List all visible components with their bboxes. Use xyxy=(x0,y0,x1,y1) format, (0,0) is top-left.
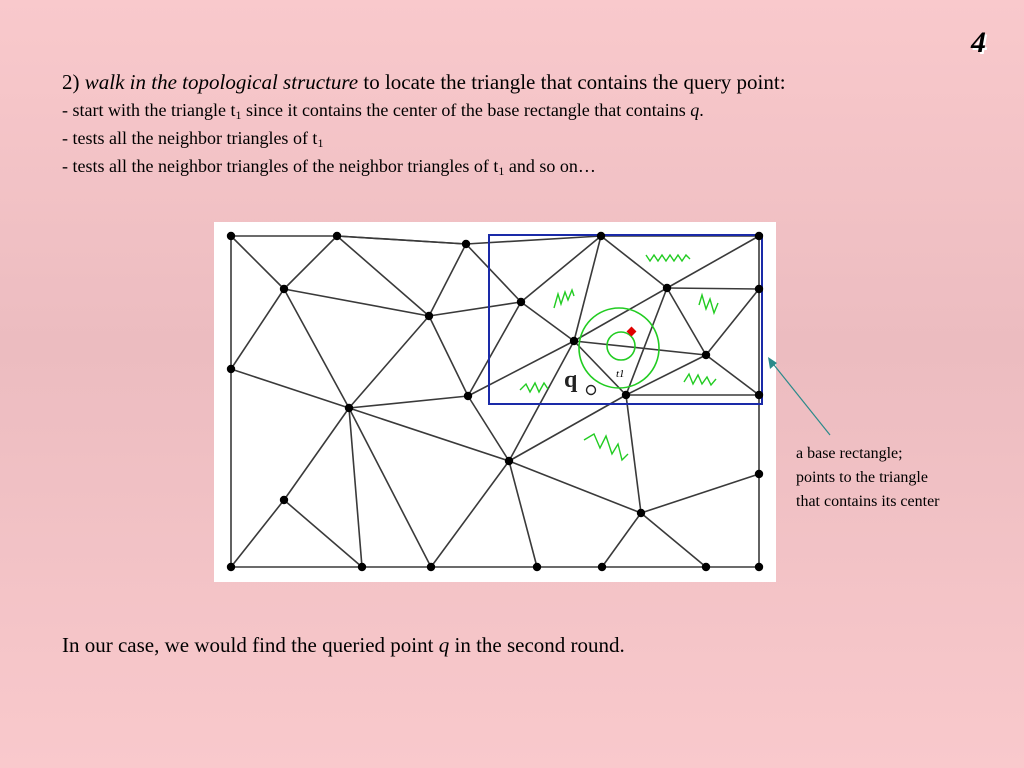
mesh-edge xyxy=(231,289,284,369)
mesh-vertex xyxy=(637,509,645,517)
mesh-vertex xyxy=(598,563,606,571)
mesh-vertex xyxy=(333,232,341,240)
mesh-vertex xyxy=(280,496,288,504)
mesh-edge xyxy=(706,289,759,355)
bullet-1 xyxy=(62,96,1002,124)
mesh-vertex xyxy=(663,284,671,292)
mesh-edge xyxy=(431,461,509,567)
mesh-vertex xyxy=(464,392,472,400)
base-rectangle-center-marker xyxy=(627,327,637,337)
bullet-1-text: - start with the triangle t xyxy=(62,100,236,120)
conclusion-before: In our case, we would find the queried point xyxy=(62,633,439,657)
triangulation-figure xyxy=(214,222,776,582)
mesh-vertex xyxy=(358,563,366,571)
mesh-edge xyxy=(349,408,362,567)
mesh-edge xyxy=(509,461,537,567)
green-squiggle xyxy=(554,290,574,308)
mesh-edge xyxy=(626,288,667,395)
mesh-edge xyxy=(667,288,706,355)
mesh-edge xyxy=(429,244,466,316)
mesh-edge xyxy=(337,236,466,244)
mesh-edge xyxy=(574,288,667,341)
bullet-1-query: q xyxy=(690,100,700,120)
mesh-edge xyxy=(429,316,468,396)
triangle-t1-label: t1 xyxy=(616,368,625,380)
mesh-vertex xyxy=(227,365,235,373)
mesh-edge xyxy=(284,500,362,567)
bullet-2 xyxy=(62,124,1002,152)
mesh-vertex xyxy=(505,457,513,465)
intro-emphasis: walk in the topological structure xyxy=(84,70,359,94)
mesh-vertex xyxy=(622,391,630,399)
mesh-vertex xyxy=(702,563,710,571)
mesh-edge xyxy=(626,395,641,513)
bullet-3-end: and so on… xyxy=(504,156,596,176)
mesh-edge xyxy=(601,236,667,288)
mesh-edge xyxy=(349,396,468,408)
base-rectangle-callout xyxy=(796,442,996,514)
green-squiggle xyxy=(584,434,628,460)
bullet-1-end: . xyxy=(699,100,704,120)
mesh-vertex xyxy=(427,563,435,571)
mesh-edge xyxy=(667,236,759,288)
green-squiggle xyxy=(684,374,716,385)
mesh-edge xyxy=(466,244,521,302)
base-rectangle xyxy=(489,235,762,404)
green-annotation-squiggles xyxy=(520,255,718,460)
mesh-vertex xyxy=(517,298,525,306)
mesh-edge xyxy=(626,355,706,395)
conclusion-text xyxy=(62,631,625,659)
body-text xyxy=(62,68,1002,180)
bullet-2-text: - tests all the neighbor triangles of t xyxy=(62,128,318,148)
conclusion-after: in the second round. xyxy=(449,633,625,657)
mesh-vertex xyxy=(570,337,578,345)
callout-arrow xyxy=(760,350,840,440)
mesh-edge xyxy=(231,500,284,567)
mesh-edge xyxy=(509,461,641,513)
mesh-vertex xyxy=(702,351,710,359)
mesh-edge xyxy=(602,513,641,567)
mesh-vertex xyxy=(533,563,541,571)
mesh-vertex xyxy=(227,232,235,240)
mesh-vertex xyxy=(755,563,763,571)
mesh-edge xyxy=(466,236,601,244)
bullet-3-subscript: 1 xyxy=(498,164,505,178)
query-point-label: q xyxy=(564,367,578,393)
bullet-1-middle: since it contains the center of the base rectangle that contains xyxy=(241,100,691,120)
query-point-marker xyxy=(587,386,596,395)
mesh-edge xyxy=(641,513,706,567)
mesh-edge xyxy=(468,396,509,461)
mesh-vertex xyxy=(425,312,433,320)
mesh-vertex xyxy=(755,232,763,240)
callout-line-3: that contains its center xyxy=(796,493,940,510)
slide-number: 4 xyxy=(971,26,986,59)
mesh-edge xyxy=(706,355,759,395)
green-squiggle xyxy=(699,295,718,313)
mesh-edge xyxy=(429,302,521,316)
mesh-edge xyxy=(521,302,574,341)
bullet-1-subscript: 1 xyxy=(235,108,242,122)
mesh-edge xyxy=(284,236,337,289)
mesh-vertex xyxy=(597,232,605,240)
mesh-edge xyxy=(521,236,601,302)
bullet-3-text: - tests all the neighbor triangles of the neighbor triangles of t xyxy=(62,156,499,176)
callout-line-1: a base rectangle; xyxy=(796,445,903,462)
intro-suffix: to locate the triangle that contains the query point: xyxy=(358,70,786,94)
mesh-edge xyxy=(284,408,349,500)
mesh-edge xyxy=(231,236,284,289)
triangulation-diagram xyxy=(214,222,776,582)
mesh-edge xyxy=(667,288,759,289)
conclusion-query: q xyxy=(438,633,450,657)
bullet-2-subscript: 1 xyxy=(317,136,324,150)
mesh-edge xyxy=(337,236,429,316)
mesh-edge xyxy=(574,236,601,341)
mesh-edge xyxy=(349,316,429,408)
mesh-edges xyxy=(231,236,759,567)
intro-line xyxy=(62,68,1002,96)
callout-line-2: points to the triangle xyxy=(796,469,928,486)
mesh-vertex xyxy=(755,285,763,293)
green-squiggle xyxy=(520,383,548,392)
mesh-vertex xyxy=(755,470,763,478)
intro-prefix: 2) xyxy=(62,70,85,94)
green-squiggle xyxy=(646,255,690,261)
mesh-vertex xyxy=(227,563,235,571)
mesh-vertex xyxy=(462,240,470,248)
mesh-vertex xyxy=(345,404,353,412)
mesh-vertex xyxy=(280,285,288,293)
bullet-3 xyxy=(62,152,1002,180)
mesh-edge xyxy=(574,341,706,355)
mesh-edge xyxy=(641,474,759,513)
mesh-edge xyxy=(284,289,429,316)
